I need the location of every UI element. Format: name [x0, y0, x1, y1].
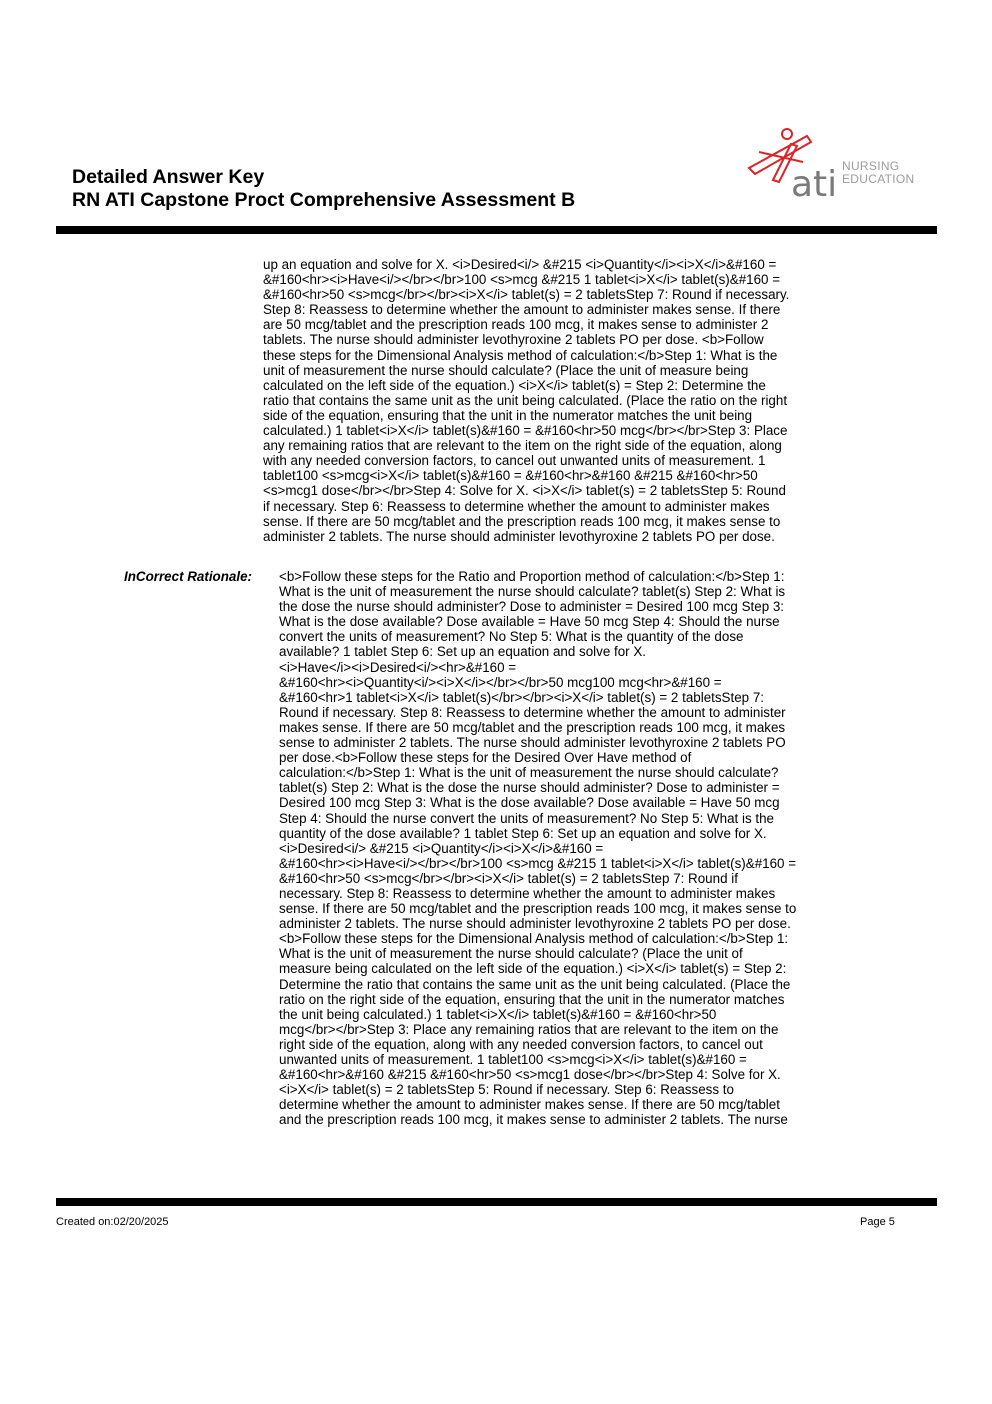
- created-date: Created on:02/20/2025: [56, 1216, 169, 1228]
- incorrect-rationale-label: InCorrect Rationale:: [124, 569, 252, 584]
- page-number: Page 5: [860, 1216, 895, 1228]
- header-divider: [56, 226, 937, 234]
- correct-rationale-continued: up an equation and solve for X. <i>Desired<i/> &#215 <i>Quantity</i><i>X</i>&#160 = &#160<hr><i>Have<i/></br></br>100 <s>mcg &#215 1 tablet<i>X</i> tablet(s)&#160 = &#160<hr>50 <s>mcg</br></br><i>X</i> tablet(s) = 2 tabletsStep 7: Round if necessary. Step 8: Reassess to determine whether the amount to administer makes sense. If there are 50 mcg/tablet and the prescription reads 100 mcg, it makes sense to administer 2 tablets. The nurse should administer levothyroxine 2 tablets PO per dose. <b>Follow these steps for the Dimensional Analysis method of calculation:</b>Step 1: What is the unit of measurement the nurse should calculate? (Place the unit of measure being calculated on the left side of the equation.) <i>X</i> tablet(s) = Step 2: Determine the ratio that contains the same unit as the unit being calculated. (Place the ratio on the right side of the equation, ensuring that the unit in the numerator matches the unit being calculated.) 1 tablet<i>X</i> tablet(s)&#160 = &#160<hr>50 mcg</br></br>Step 3: Place any remaining ratios that are relevant to the item on the right side of the equation, along with any needed conversion factors, to cancel out unwanted units of measurement. 1 tablet100 <s>mcg<i>X</i> tablet(s)&#160 = &#160<hr>&#160 &#215 &#160<hr>50 <s>mcg1 dose</br></br>Step 4: Solve for X. <i>X</i> tablet(s) = 2 tabletsStep 5: Round if necessary. Step 6: Reassess to determine whether the amount to administer makes sense. If there are 50 mcg/tablet and the prescription reads 100 mcg, it makes sense to administer 2 tablets. The nurse should administer levothyroxine 2 tablets PO per dose.: [263, 257, 790, 544]
- logo-brand-text: ati: [791, 164, 838, 202]
- logo-caption: [842, 159, 915, 186]
- title-line-1: Detailed Answer Key: [72, 166, 265, 188]
- logo-line-education: EDUCATION: [842, 172, 915, 186]
- ati-nursing-education-logo: [745, 122, 915, 202]
- footer-divider: [56, 1198, 937, 1206]
- incorrect-rationale-text: <b>Follow these steps for the Ratio and Proportion method of calculation:</b>Step 1: What is the unit of measurement the nurse should calculate? tablet(s) Step 2: What is the dose the nurse should administer? Dose to administer = Desired 100 mcg Step 3: What is the dose available? Dose available = Have 50 mcg Step 4: Should the nurse convert the units of measurement? No Step 5: What is the quantity of the dose available? 1 tablet Step 6: Set up an equation and solve for X. <i>Have</i><i>Desired<i/><hr>&#160 = &#160<hr><i>Quantity<i/><i>X</i></br></br>50 mcg100 mcg<hr>&#160 = &#160<hr>1 tablet<i>X</i> tablet(s)</br></br><i>X</i> tablet(s) = 2 tabletsStep 7: Round if necessary. Step 8: Reassess to determine whether the amount to administer makes sense. If there are 50 mcg/tablet and the prescription reads 100 mcg, it makes sense to administer 2 tablets. The nurse should administer levothyroxine 2 tablets PO per dose.<b>Follow these steps for the Desired Over Have method of calculation:</b>Step 1: What is the unit of measurement the nurse should calculate? tablet(s) Step 2: What is the dose the nurse should administer? Dose to administer = Desired 100 mcg Step 3: What is the dose available? Dose available = Have 50 mcg Step 4: Should the nurse convert the units of measurement? No Step 5: What is the quantity of the dose available? 1 tablet Step 6: Set up an equation and solve for X. <i>Desired<i/> &#215 <i>Quantity</i><i>X</i>&#160 = &#160<hr><i>Have<i/></br></br>100 <s>mcg &#215 1 tablet<i>X</i> tablet(s)&#160 = &#160<hr>50 <s>mcg</br></br><i>X</i> tablet(s) = 2 tabletsStep 7: Round if necessary. Step 8: Reassess to determine whether the amount to administer makes sense. If there are 50 mcg/tablet and the prescription reads 100 mcg, it makes sense to administer 2 tablets. The nurse should administer levothyroxine 2 tablets PO per dose. <b>Follow these steps for the Dimensional Analysis method of calculation:</b>Step 1: What is the unit of measurement the nurse should calculate? (Place the unit of measure being calculated on the left side of the equation.) <i>X</i> tablet(s) = Step 2: Determine the ratio that contains the same unit as the unit being calculated. (Place the ratio on the right side of the equation, ensuring that the unit in the numerator matches the unit being calculated.) 1 tablet<i>X</i> tablet(s)&#160 = &#160<hr>50 mcg</br></br>Step 3: Place any remaining ratios that are relevant to the item on the right side of the equation, along with any needed conversion factors, to cancel out unwanted units of measurement. 1 tablet100 <s>mcg<i>X</i> tablet(s)&#160 = &#160<hr>&#160 &#215 &#160<hr>50 <s>mcg1 dose</br></br>Step 4: Solve for X. <i>X</i> tablet(s) = 2 tabletsStep 5: Round if necessary. Step 6: Reassess to determine whether the amount to administer makes sense. If there are 50 mcg/tablet and the prescription reads 100 mcg, it makes sense to administer 2 tablets. The nurse: [279, 569, 797, 1128]
- logo-line-nursing: NURSING: [842, 159, 900, 173]
- ati-logo-mark-icon: [745, 122, 845, 202]
- document-title: [72, 166, 712, 212]
- title-line-2: RN ATI Capstone Proct Comprehensive Assessment B: [72, 189, 576, 211]
